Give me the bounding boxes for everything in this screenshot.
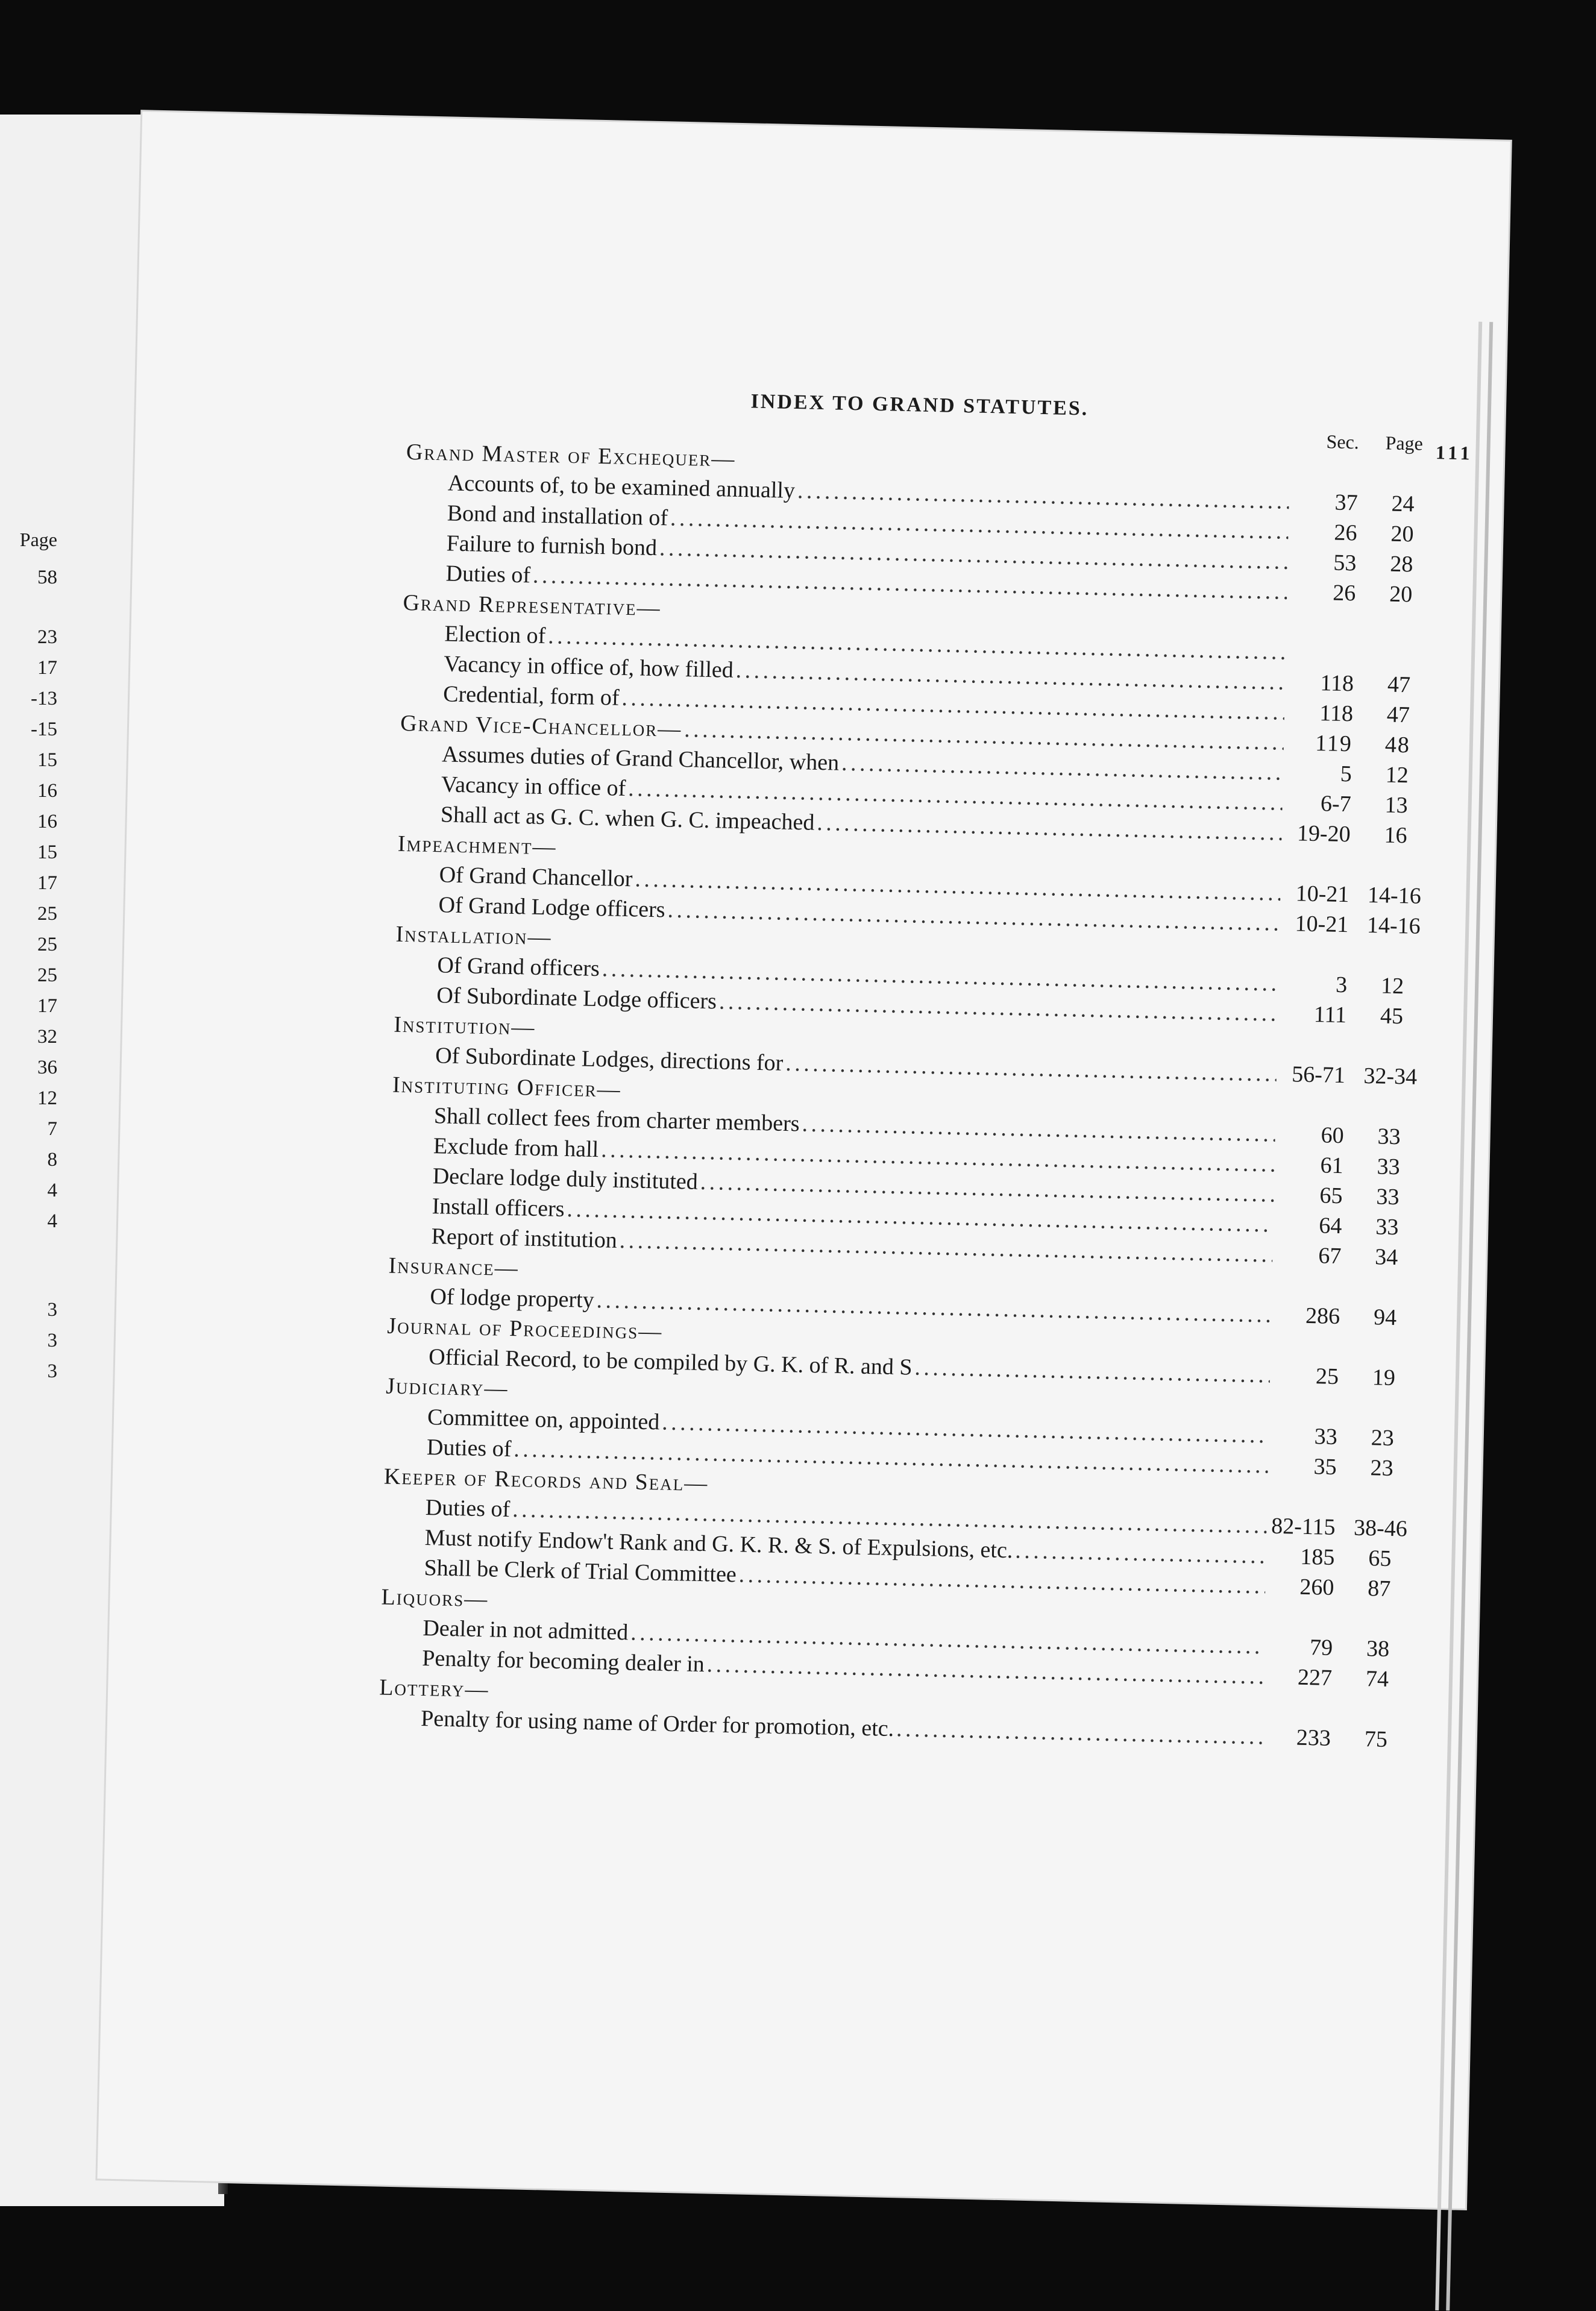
sec-number: 64	[1318, 1213, 1342, 1239]
left-page-number: 8	[47, 1149, 57, 1171]
page-ref: 94	[1373, 1304, 1397, 1331]
index-heading-text: Grand Representative—	[403, 590, 662, 621]
left-page-number: 17	[37, 872, 57, 894]
page-ref: 47	[1387, 671, 1411, 698]
index-heading-text: Liquors—	[381, 1584, 489, 1612]
index-entry-text: Declare lodge duly instituted	[432, 1163, 699, 1195]
page-ref: 33	[1376, 1184, 1400, 1210]
index-entry-text: Shall act as G. C. when G. C. impeached	[440, 802, 815, 835]
page-ref: 34	[1374, 1244, 1398, 1271]
page-ref: 20	[1390, 521, 1414, 547]
page-ref: 23	[1370, 1455, 1394, 1482]
page-number: 111	[1435, 441, 1474, 464]
sec-number: 53	[1333, 550, 1357, 576]
page-ref: 19	[1372, 1365, 1396, 1391]
page-ref: 47	[1386, 702, 1410, 728]
index-entry-text: Of Subordinate Lodge officers	[436, 983, 717, 1014]
left-page-number: 15	[37, 749, 57, 771]
index-entry-text: Report of institution	[431, 1224, 618, 1253]
index-heading-text: Keeper of Records and Seal—	[383, 1464, 709, 1497]
sec-number: 26	[1334, 520, 1357, 546]
dot-leader	[1015, 1535, 1266, 1571]
page-ref: 20	[1389, 581, 1413, 608]
page-ref: 33	[1377, 1154, 1401, 1180]
left-page-number: 32	[37, 1026, 57, 1048]
page-ref: 12	[1380, 973, 1404, 999]
index-entry-text: Committee on, appointed	[427, 1404, 660, 1435]
page-ref: 33	[1375, 1214, 1399, 1240]
sec-number: 5	[1340, 761, 1353, 787]
index-entry-text: Dealer in not admitted	[423, 1615, 629, 1646]
index-page	[97, 112, 1510, 2209]
sec-number	[1288, 659, 1354, 661]
left-page-number: 58	[37, 567, 57, 588]
index-entry-text: Penalty for using name of Order for promotion, etc.	[420, 1705, 894, 1742]
sec-column-header: Sec.	[1326, 430, 1360, 453]
index-entry-text: Bond and installation of	[447, 500, 668, 531]
page-ref: 75	[1364, 1726, 1388, 1752]
page-ref: 14-16	[1367, 882, 1422, 909]
page-ref: 24	[1391, 491, 1415, 517]
index-entry-text: Of Grand Chancellor	[439, 862, 633, 892]
sec-number: 118	[1320, 670, 1354, 697]
index-heading-text: Insurance—	[388, 1253, 520, 1281]
index-entry-text: Accounts of, to be examined annually	[447, 470, 796, 504]
page-ref: 16	[1384, 822, 1408, 849]
index-heading-text: Grand Master of Exchequer—	[406, 439, 736, 472]
index-entry-text: Election of	[444, 621, 546, 649]
index-content	[360, 382, 1474, 1755]
page-ref: 33	[1377, 1124, 1401, 1150]
index-entry-text: Of Grand officers	[437, 952, 600, 982]
left-page-numbers	[0, 622, 57, 1237]
sec-number: 3	[1335, 972, 1348, 998]
sec-number: 26	[1332, 580, 1356, 606]
index-entry-text: Penalty for becoming dealer in	[421, 1645, 705, 1677]
page-ref: 45	[1380, 1003, 1404, 1030]
index-heading-text: Judiciary—	[385, 1373, 509, 1401]
page-ref	[1354, 661, 1445, 662]
sec-number: 19-20	[1296, 820, 1351, 847]
sec-number: 82-115	[1271, 1513, 1336, 1540]
index-entry-text: Credential, form of	[442, 681, 620, 711]
sec-number: 10-21	[1295, 911, 1349, 938]
left-page-number: 16	[37, 780, 57, 802]
page-ref: 87	[1367, 1576, 1391, 1602]
index-entry-text: Duties of	[425, 1495, 511, 1523]
index-entry-text: Official Record, to be compiled by G. K. of R. and S	[428, 1344, 913, 1380]
index-entry-text: Install officers	[432, 1193, 565, 1222]
index-heading-text: Lottery—	[379, 1674, 489, 1703]
index-entry-text: Vacancy in office of, how filled	[443, 651, 734, 683]
left-page-number: 3	[47, 1299, 57, 1321]
left-page-number-column	[0, 524, 57, 1387]
left-page-number: 36	[37, 1057, 57, 1078]
left-page-number: 23	[37, 626, 57, 648]
running-head-title: INDEX TO GRAND STATUTES.	[750, 390, 1089, 420]
index-entry-text: Duties of	[426, 1435, 512, 1462]
page-ref: 28	[1389, 551, 1413, 577]
page-ref: 74	[1365, 1666, 1389, 1692]
left-page-top-numbers	[0, 562, 57, 593]
index-heading-text: Instituting Officer—	[392, 1072, 622, 1102]
left-page-number: 4	[47, 1210, 57, 1232]
sec-number: 286	[1305, 1303, 1340, 1330]
index-entries	[360, 436, 1449, 1755]
sec-number: 35	[1313, 1454, 1337, 1480]
left-page-number: 17	[37, 657, 57, 679]
sec-number: 6-7	[1320, 791, 1352, 817]
sec-number: 185	[1299, 1544, 1335, 1570]
left-page-number: 3	[47, 1330, 57, 1351]
sec-number: 118	[1319, 700, 1354, 727]
left-page-number: -15	[31, 718, 57, 740]
sec-number: 60	[1321, 1122, 1345, 1149]
index-entry-text: Of Subordinate Lodges, directions for	[435, 1043, 784, 1076]
page-ref: 32-34	[1363, 1063, 1418, 1090]
page-ref: 48	[1384, 732, 1411, 758]
left-page-number: 17	[37, 995, 57, 1017]
page-ref: 14-16	[1366, 912, 1421, 939]
left-page-number: 4	[47, 1180, 57, 1201]
index-heading-text: Grand Vice-Chancellor—	[400, 710, 682, 743]
left-page-number: 15	[37, 841, 57, 863]
index-entry-text: Failure to furnish bond	[446, 530, 658, 561]
sec-number: 65	[1319, 1183, 1343, 1209]
page-ref: 65	[1368, 1545, 1392, 1572]
page-ref: 12	[1385, 762, 1409, 788]
index-entry-text: Shall be Clerk of Trial Committee	[424, 1555, 737, 1588]
left-page-number: 3	[47, 1360, 57, 1382]
index-entry-text: Shall collect fees from charter members	[433, 1103, 800, 1137]
page-edge	[1446, 322, 1493, 2310]
sec-number: 233	[1296, 1725, 1331, 1751]
sec-number: 33	[1314, 1424, 1338, 1450]
sec-number: 111	[1313, 1002, 1347, 1028]
left-page-number: 25	[37, 964, 57, 986]
index-entry-text: Vacancy in office of	[441, 772, 626, 801]
index-heading-text: Institution—	[393, 1011, 536, 1040]
index-entry-text: Of lodge property	[430, 1284, 595, 1313]
sec-number: 10-21	[1295, 881, 1349, 908]
index-heading-text: Journal of Proceedings—	[386, 1313, 663, 1345]
page-ref: 23	[1371, 1425, 1395, 1451]
index-entry-text: Exclude from hall	[433, 1133, 599, 1163]
index-heading-text: Impeachment—	[397, 831, 557, 860]
sec-number: 25	[1315, 1363, 1339, 1390]
index-entry-text: Duties of	[445, 561, 531, 588]
page-ref: 38	[1366, 1636, 1390, 1662]
page-ref: 13	[1384, 792, 1409, 819]
sec-number: 67	[1318, 1243, 1342, 1269]
sec-number: 56-71	[1291, 1061, 1346, 1089]
left-page-bottom-numbers	[0, 1295, 57, 1387]
left-page-number: -13	[31, 688, 57, 709]
index-heading-text: Installation—	[395, 921, 552, 951]
sec-number: 37	[1334, 489, 1359, 516]
left-page-number: 12	[37, 1087, 57, 1109]
left-page-number: 25	[37, 934, 57, 955]
index-entry-text: Assumes duties of Grand Chancellor, when	[441, 741, 840, 776]
left-page-number: 16	[37, 811, 57, 832]
sec-number: 61	[1320, 1152, 1344, 1179]
left-page-number: 25	[37, 903, 57, 925]
sec-number: 119	[1315, 730, 1353, 757]
left-page-column-header: Page	[19, 529, 57, 550]
page-ref: 38-46	[1353, 1515, 1408, 1542]
sec-number: 79	[1309, 1635, 1333, 1661]
index-entry-text: Must notify Endow't Rank and G. K. R. & S. of Expulsions, etc.	[424, 1525, 1013, 1564]
sec-number: 260	[1299, 1574, 1334, 1600]
index-entry-text: Of Grand Lodge officers	[438, 892, 666, 923]
left-page-number: 7	[47, 1118, 57, 1140]
page-column-header: Page	[1385, 432, 1424, 454]
sec-number: 227	[1297, 1664, 1333, 1691]
